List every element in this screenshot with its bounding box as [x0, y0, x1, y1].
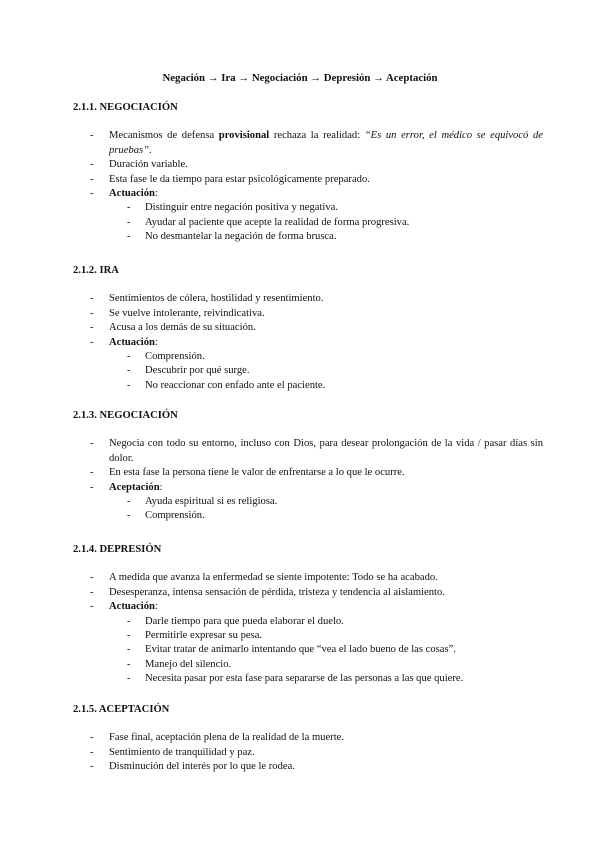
list-item: - A medida que avanza la enfermedad se siente impotente: Todo se ha acabado.: [73, 571, 543, 585]
list-item-actuacion: - Actuación: - Distinguir entre negación positiva y negativa. - Ayudar al paciente que acepte la realidad de forma progresiva. - No desmantelar la negación de forma brusca.: [73, 187, 543, 245]
list-item: - Esta fase le da tiempo para estar psicológicamente preparado.: [73, 173, 543, 187]
list-item: - Fase final, aceptación plena de la realidad de la muerte.: [73, 731, 543, 745]
sub-list: [109, 495, 543, 524]
sub-list-item: - Evitar tratar de animarlo intentando que “vea el lado bueno de las cosas”.: [109, 643, 543, 657]
section-heading: 2.1.1. NEGOCIACIÓN: [73, 102, 178, 113]
sub-list: [109, 350, 543, 393]
section-negociacion-2: [73, 409, 543, 524]
bullet-list: [73, 571, 543, 686]
list-item-actuacion: - Actuación: - Darle tiempo para que pueda elaborar el duelo. - Permitirle expresar su pesa. - Evitar tratar de animarlo intentando que “vea el lado bueno de las cosas”. - Manejo del silencio. - Necesita pasar por esta fase para separarse de las personas a las que quiere.: [73, 600, 543, 686]
sub-list-item: - Comprensión.: [109, 509, 543, 523]
sub-list-item: - Ayudar al paciente que acepte la realidad de forma progresiva.: [109, 216, 543, 230]
list-item: - Se vuelve intolerante, reivindicativa.: [73, 307, 543, 321]
section-heading: 2.1.3. NEGOCIACIÓN: [73, 410, 178, 421]
sub-list-item: - Ayuda espiritual si es religiosa.: [109, 495, 543, 509]
sub-list-item: - Distinguir entre negación positiva y negativa.: [109, 201, 543, 215]
sub-list-item: - Comprensión.: [109, 350, 543, 364]
sub-list: [109, 615, 543, 687]
section-heading: 2.1.4. DEPRESIÓN: [73, 544, 162, 555]
sub-list-item: - No desmantelar la negación de forma brusca.: [109, 230, 543, 244]
list-item-actuacion: - Aceptación: - Ayuda espiritual si es religiosa. - Comprensión.: [73, 481, 543, 524]
section-negociacion-1: [73, 101, 543, 245]
list-item: - Disminución del interés por lo que le rodea.: [73, 760, 543, 774]
list-item: - Acusa a los demás de su situación.: [73, 321, 543, 335]
sub-list-item: - Descubrir por qué surge.: [109, 364, 543, 378]
list-item: - Negocia con todo su entorno, incluso con Dios, para desear prolongación de la vida / pasar días sin dolor.: [73, 437, 543, 466]
list-item: - Mecanismos de defensa provisional rechaza la realidad: “Es un error, el médico se equivocó de pruebas”.: [73, 129, 543, 158]
bullet-list: [73, 292, 543, 393]
sub-list-item: - Necesita pasar por esta fase para separarse de las personas a las que quiere.: [109, 672, 543, 686]
sub-list-item: - Permitirle expresar su pesa.: [109, 629, 543, 643]
section-heading: 2.1.2. IRA: [73, 265, 119, 276]
sub-list-item: - No reaccionar con enfado ante el paciente.: [109, 379, 543, 393]
list-item: - Sentimiento de tranquilidad y paz.: [73, 746, 543, 760]
list-item: - Duración variable.: [73, 158, 543, 172]
sub-list: [109, 201, 543, 244]
page-title: Negación → Ira → Negociación → Depresión → Aceptación: [162, 72, 438, 84]
section-aceptacion: [73, 703, 543, 775]
list-item-actuacion: - Actuación: - Comprensión. - Descubrir por qué surge. - No reaccionar con enfado ante el paciente.: [73, 336, 543, 394]
section-depresion: [73, 543, 543, 687]
list-item: - Sentimientos de cólera, hostilidad y resentimiento.: [73, 292, 543, 306]
list-item: - Desesperanza, intensa sensación de pérdida, tristeza y tendencia al aislamiento.: [73, 586, 543, 600]
section-ira: [73, 264, 543, 393]
section-heading: 2.1.5. ACEPTACIÓN: [73, 704, 170, 715]
bullet-list: [73, 731, 543, 774]
sub-list-item: - Manejo del silencio.: [109, 658, 543, 672]
sub-list-item: - Darle tiempo para que pueda elaborar el duelo.: [109, 615, 543, 629]
bullet-list: [73, 437, 543, 523]
bullet-list: [73, 129, 543, 244]
list-item: - En esta fase la persona tiene le valor de enfrentarse a lo que le ocurre.: [73, 466, 543, 480]
